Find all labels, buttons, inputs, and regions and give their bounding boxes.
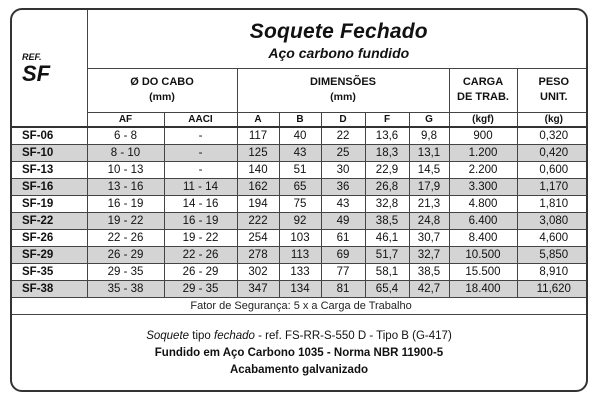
col-header-g: G xyxy=(409,112,449,127)
cell-code: SF-22 xyxy=(12,212,87,229)
cell-b: 75 xyxy=(279,195,321,212)
spec-table xyxy=(12,10,588,315)
cell-aaci: 11 - 14 xyxy=(164,178,237,195)
cell-f: 13,6 xyxy=(365,127,409,144)
cell-code: SF-16 xyxy=(12,178,87,195)
page-subtitle: Aço carbono fundido xyxy=(268,45,410,62)
table-row xyxy=(12,127,588,144)
weight-group-header: PESO UNIT. xyxy=(517,68,588,112)
cell-aaci: 26 - 29 xyxy=(164,263,237,280)
cell-code: SF-38 xyxy=(12,280,87,297)
col-header-load-unit: (kgf) xyxy=(449,112,517,127)
cell-g: 13,1 xyxy=(409,144,449,161)
cell-af: 35 - 38 xyxy=(87,280,164,297)
cell-f: 32,8 xyxy=(365,195,409,212)
cell-d: 43 xyxy=(321,195,365,212)
col-header-weight-unit: (kg) xyxy=(517,112,588,127)
ref-cell xyxy=(12,10,87,127)
product-notes xyxy=(12,328,586,379)
cell-weight: 0,600 xyxy=(517,161,588,178)
cell-g: 9,8 xyxy=(409,127,449,144)
notes-line-1: Soquete tipo fechado - ref. FS-RR-S-550 D - Tipo B (G-417) xyxy=(146,330,452,342)
cell-a: 140 xyxy=(237,161,279,178)
cell-weight: 11,620 xyxy=(517,280,588,297)
cell-g: 30,7 xyxy=(409,229,449,246)
cell-weight: 1,810 xyxy=(517,195,588,212)
cell-a: 302 xyxy=(237,263,279,280)
cell-weight: 1,170 xyxy=(517,178,588,195)
table-row xyxy=(12,161,588,178)
cell-weight: 4,600 xyxy=(517,229,588,246)
cell-f: 46,1 xyxy=(365,229,409,246)
table-row xyxy=(12,263,588,280)
cell-weight: 0,420 xyxy=(517,144,588,161)
cell-d: 36 xyxy=(321,178,365,195)
cell-weight: 5,850 xyxy=(517,246,588,263)
cell-code: SF-35 xyxy=(12,263,87,280)
cell-load: 6.400 xyxy=(449,212,517,229)
col-header-f: F xyxy=(365,112,409,127)
cell-load: 10.500 xyxy=(449,246,517,263)
cell-af: 19 - 22 xyxy=(87,212,164,229)
cell-load: 900 xyxy=(449,127,517,144)
cell-g: 14,5 xyxy=(409,161,449,178)
cell-af: 13 - 16 xyxy=(87,178,164,195)
cell-f: 51,7 xyxy=(365,246,409,263)
table-row xyxy=(12,212,588,229)
table-body xyxy=(12,127,588,297)
cell-af: 6 - 8 xyxy=(87,127,164,144)
cell-b: 92 xyxy=(279,212,321,229)
cell-af: 29 - 35 xyxy=(87,263,164,280)
cell-aaci: 16 - 19 xyxy=(164,212,237,229)
title-cell xyxy=(87,10,588,68)
cell-f: 65,4 xyxy=(365,280,409,297)
cell-load: 8.400 xyxy=(449,229,517,246)
cell-b: 134 xyxy=(279,280,321,297)
column-header-row xyxy=(12,112,588,127)
table-row xyxy=(12,195,588,212)
cell-aaci: - xyxy=(164,161,237,178)
cell-a: 347 xyxy=(237,280,279,297)
cell-load: 1.200 xyxy=(449,144,517,161)
load-group-header: CARGA DE TRAB. xyxy=(449,68,517,112)
table-row xyxy=(12,144,588,161)
ref-code: SF xyxy=(22,61,51,86)
cell-aaci: 14 - 16 xyxy=(164,195,237,212)
cell-b: 51 xyxy=(279,161,321,178)
cell-aaci: - xyxy=(164,144,237,161)
cell-code: SF-29 xyxy=(12,246,87,263)
cell-load: 18.400 xyxy=(449,280,517,297)
cell-f: 38,5 xyxy=(365,212,409,229)
page-title: Soquete Fechado xyxy=(249,20,428,44)
cell-a: 222 xyxy=(237,212,279,229)
cell-a: 254 xyxy=(237,229,279,246)
cell-d: 77 xyxy=(321,263,365,280)
cell-aaci: 19 - 22 xyxy=(164,229,237,246)
cell-f: 26,8 xyxy=(365,178,409,195)
cell-g: 21,3 xyxy=(409,195,449,212)
table-row xyxy=(12,246,588,263)
col-header-a: A xyxy=(237,112,279,127)
cell-a: 278 xyxy=(237,246,279,263)
cell-f: 22,9 xyxy=(365,161,409,178)
cell-d: 25 xyxy=(321,144,365,161)
col-header-b: B xyxy=(279,112,321,127)
cell-d: 69 xyxy=(321,246,365,263)
cell-aaci: - xyxy=(164,127,237,144)
cell-load: 3.300 xyxy=(449,178,517,195)
cell-b: 133 xyxy=(279,263,321,280)
table-row xyxy=(12,229,588,246)
cell-load: 2.200 xyxy=(449,161,517,178)
cell-d: 30 xyxy=(321,161,365,178)
cell-d: 22 xyxy=(321,127,365,144)
cell-b: 103 xyxy=(279,229,321,246)
table-row xyxy=(12,280,588,297)
cell-d: 81 xyxy=(321,280,365,297)
safety-factor-note: Fator de Segurança: 5 x a Carga de Trabalho xyxy=(12,297,588,314)
cell-weight: 0,320 xyxy=(517,127,588,144)
cell-g: 17,9 xyxy=(409,178,449,195)
cell-a: 125 xyxy=(237,144,279,161)
cell-weight: 8,910 xyxy=(517,263,588,280)
cell-load: 15.500 xyxy=(449,263,517,280)
cell-a: 162 xyxy=(237,178,279,195)
cell-g: 24,8 xyxy=(409,212,449,229)
dimensions-group-header: DIMENSÕES (mm) xyxy=(237,68,449,112)
table-row xyxy=(12,178,588,195)
cell-g: 42,7 xyxy=(409,280,449,297)
col-header-aaci: AACI xyxy=(164,112,237,127)
cell-code: SF-26 xyxy=(12,229,87,246)
cell-load: 4.800 xyxy=(449,195,517,212)
cell-code: SF-13 xyxy=(12,161,87,178)
cell-code: SF-19 xyxy=(12,195,87,212)
cell-g: 32,7 xyxy=(409,246,449,263)
cell-af: 8 - 10 xyxy=(87,144,164,161)
notes-line-2: Fundido em Aço Carbono 1035 - Norma NBR 11900-5 xyxy=(154,347,444,359)
cell-code: SF-10 xyxy=(12,144,87,161)
cell-af: 16 - 19 xyxy=(87,195,164,212)
cell-a: 117 xyxy=(237,127,279,144)
cell-b: 40 xyxy=(279,127,321,144)
cell-code: SF-06 xyxy=(12,127,87,144)
col-header-d: D xyxy=(321,112,365,127)
cell-af: 22 - 26 xyxy=(87,229,164,246)
cell-aaci: 29 - 35 xyxy=(164,280,237,297)
cell-af: 26 - 29 xyxy=(87,246,164,263)
cell-d: 61 xyxy=(321,229,365,246)
cell-aaci: 22 - 26 xyxy=(164,246,237,263)
cell-af: 10 - 13 xyxy=(87,161,164,178)
cable-group-header: Ø DO CABO (mm) xyxy=(87,68,237,112)
ref-label: REF. xyxy=(22,52,42,62)
cell-g: 38,5 xyxy=(409,263,449,280)
cell-b: 113 xyxy=(279,246,321,263)
cell-b: 65 xyxy=(279,178,321,195)
cell-f: 58,1 xyxy=(365,263,409,280)
cell-b: 43 xyxy=(279,144,321,161)
col-header-af: AF xyxy=(87,112,164,127)
cell-a: 194 xyxy=(237,195,279,212)
spec-card xyxy=(10,8,588,392)
cell-weight: 3,080 xyxy=(517,212,588,229)
cell-f: 18,3 xyxy=(365,144,409,161)
notes-line-3: Acabamento galvanizado xyxy=(229,364,369,376)
cell-d: 49 xyxy=(321,212,365,229)
